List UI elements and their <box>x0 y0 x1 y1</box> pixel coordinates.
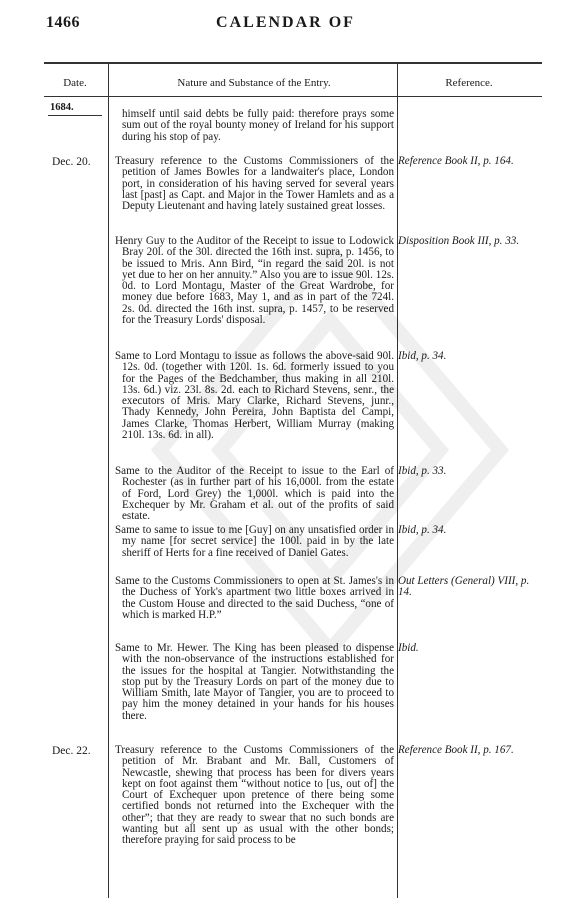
header-bottom-rule <box>44 96 542 97</box>
nature-column-header: Nature and Substance of the Entry. <box>177 77 331 89</box>
entry-reference: Out Letters (General) VIII, p. 14. <box>398 575 530 599</box>
page-number: 1466 <box>46 14 80 31</box>
entry-reference: Ibid, p. 33. <box>398 465 447 477</box>
reference-column-header: Reference. <box>445 77 493 89</box>
year-underline <box>48 115 102 116</box>
entry-reference: Reference Book II, p. 164. <box>398 155 514 167</box>
year-label: 1684. <box>50 102 74 113</box>
entry-text: Treasury reference to the Customs Commissioners of the petition of Mr. Brabant and Mr. Ball, Customers of Newcastle, shewing that process has been for divers years kept on foot against them “without notice to [us, out of] the Court of Exchequer upon pretence of there being some certified bonds not returned into the Exchequer with the other”; that they are ready to swear that no such bonds are wanting but all sent up as usual with the other bonds; therefore praying for said process to be <box>115 744 394 847</box>
entry-reference: Reference Book II, p. 167. <box>398 744 514 756</box>
entry-text: Same to the Auditor of the Receipt to issue to the Earl of Rochester (as in further part of his 16,000l. from the estate of Ford, Lord Grey) the 1,000l. which is paid into the Exchequer by Mr. Graham et al. out of the profits of said estate. <box>115 465 394 523</box>
entry-text: Henry Guy to the Auditor of the Receipt to issue to Lodowick Bray 20l. of the 30l. directed the 16th inst. supra, p. 1456, to be issued to Mris. Ann Bird, “in regard the said 20l. is not yet due to her on her annuity.” Also you are to issue 90l. 12s. 0d. to Lord Montagu, Master of the Great Wardrobe, for money due before 1683, May 1, and as in part of the 724l. 2s. 0d. directed the 16th inst. supra, p. 1457, to be reserved for the Treasury Lords' disposal. <box>115 235 394 327</box>
entry-reference: Ibid, p. 34. <box>398 350 447 362</box>
entry-reference: Ibid. <box>398 642 419 654</box>
table-top-rule <box>44 62 542 64</box>
entry-text: Same to same to issue to me [Guy] on any unsatisfied order in my name [for secret service] the 100l. paid in by the late sheriff of Herts for a fine received of Daniel Gates. <box>115 524 394 559</box>
entry-date: Dec. 22. <box>52 745 91 757</box>
date-column-divider <box>108 62 109 898</box>
entry-text: Same to the Customs Commissioners to open at St. James's in the Duchess of York's apartment two little boxes arrived in the Custom House and directed to the said Duchess, “one of which is marked H.P.” <box>115 575 394 621</box>
entry-reference: Disposition Book III, p. 33. <box>398 235 520 247</box>
entry-text: Treasury reference to the Customs Commissioners of the petition of James Bowles for a landwaiter's place, London port, in consideration of his having served for several years last [past] as Capt. and Major in the Tower Hamlets and as a Deputy Lieutenant and having lately sustained great losses. <box>115 155 394 213</box>
date-column-header: Date. <box>63 77 87 89</box>
reference-column-divider <box>397 62 398 898</box>
entry-date: Dec. 20. <box>52 156 91 168</box>
entry-text: himself until said debts be fully paid: therefore prays some sum out of the royal bounty money of Ireland for his support during his stop of pay. <box>122 108 394 143</box>
running-title: CALENDAR OF <box>216 14 355 31</box>
entry-text: Same to Lord Montagu to issue as follows the above-said 90l. 12s. 0d. (together with 120l. 1s. 6d. formerly issued to you for the Pages of the Bedchamber, thus making in all 210l. 13s. 6d.) viz. 23l. 8s. 2d. each to Richard Stevens, senr., the executors of Mris. Mary Clarke, Richard Stevens, junr., Thady Kennedy, John Pereira, John Baptista del Campi, James Clarke, Thomas Herbert, William Murray (making 210l. 13s. 6d. in all). <box>115 350 394 442</box>
entry-text: Same to Mr. Hewer. The King has been pleased to dispense with the non-observance of the instructions established for the issues for the hospital at Tangier. Notwithstanding the stop put by the Treasury Lords on part of the money due to William Smith, late Mayor of Tangier, you are to proceed to pay him the money detained in your hands for his houses there. <box>115 642 394 722</box>
entry-reference: Ibid, p. 34. <box>398 524 447 536</box>
